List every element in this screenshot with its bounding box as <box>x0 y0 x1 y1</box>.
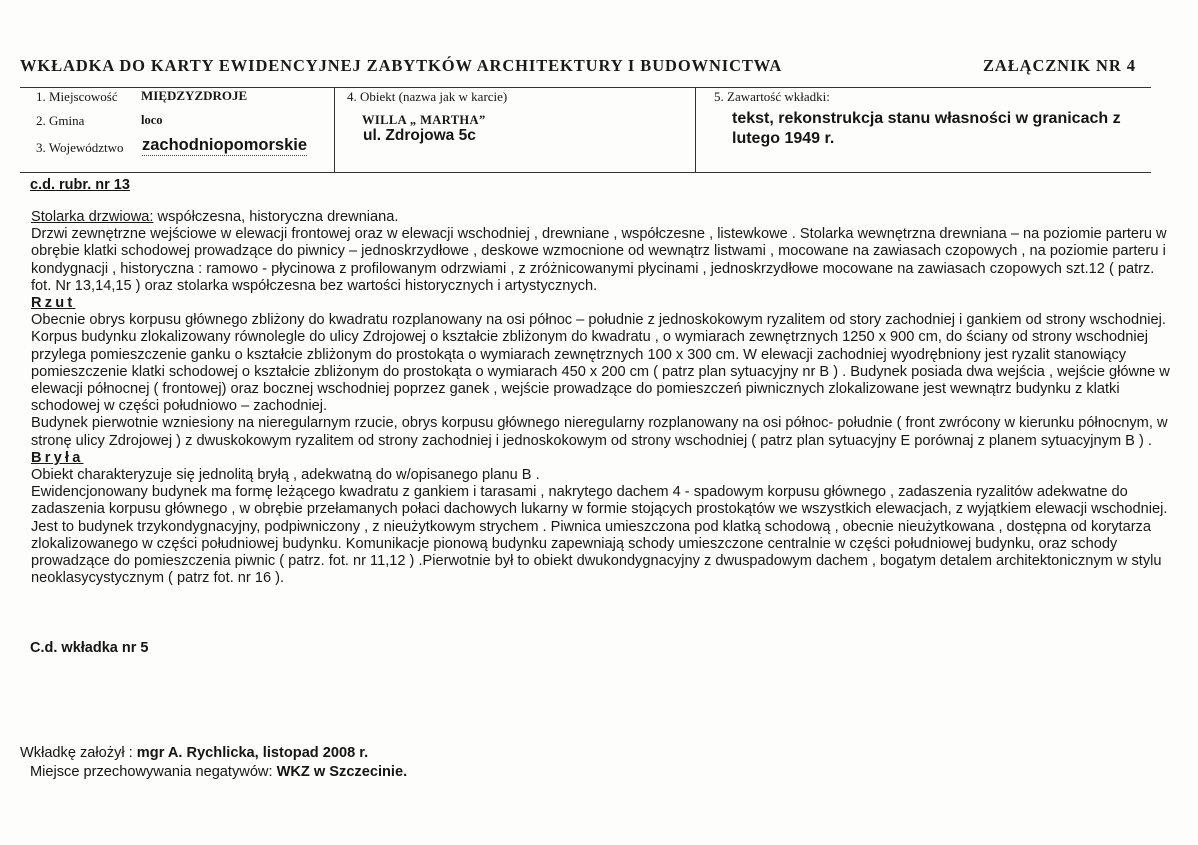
rzut-paragraph-1: Obecnie obrys korpusu głównego zbliżony do kwadratu rozplanowany na osi północ – południe z jednoskokowym ryzalitem od story zachodniej i gankiem od strony wschodniej. Korpus budynku zlokalizowany równolegle do ulicy Zdrojowej o kształcie zbliżonym do kwadratu , o wymiarach zewnętrznych 1250 x 900 cm, do ściany od strony wschodniej przylega pomieszczenie ganku o kształcie zbliżonym do prostokąta o wymiarach zewnętrznych 100 x 300 cm. W elewacji zachodniej wyodrębniony jest ryzalit stanowiący pomieszczenie klatki schodowej o kształcie zbliżonym do prostokąta o wymiarach 450 x 200 cm ( patrz plan sytuacyjny nr B ) . Budynek posiada dwa wejścia , wejście główne w elewacji północnej ( frontowej) oraz bocznej wschodniej poprzez ganek , wejście prowadzące do pomieszczeń piwnicznych zlokalizowane jest wewnątrz budynku z klatki schodowej w części południowo – zachodniej. <box>31 312 1170 415</box>
zawartosc-label: 5. Zawartość wkładki: <box>714 89 830 104</box>
rzut-paragraph-2: Budynek pierwotnie wzniesiony na nieregularnym rzucie, obrys korpusu głównego nieregularny rozplanowany na osi północ- południe ( front zwrócony w kierunku północnym, w stronę ulicy Zdrojowej ) z dwuskokowym ryzalitem od strony zachodniej i jednoskokowym od strony wschodniej ( patrz plan sytuacyjny E porównaj z planem sytuacyjnym B ) . <box>31 415 1168 449</box>
table-divider-2 <box>695 87 696 172</box>
bryla-paragraph-2: Ewidencjonowany budynek ma formę leżącego kwadratu z gankiem i tarasami , nakrytego dachem 4 - spadowym korpusu głównego , zadaszenia ryzalitów adekwatne do zadaszenia korpusu głównego , w obrębie przełamanych połaci dachowych lukarny w formie stojących prostokątów we wszystkich elewacjach, z wyjątkiem elewacji wschodniej. Jest to budynek trzykondygnacyjny, podpiwniczony , z nieużytkowym strychem . Piwnica umieszczona pod klatką schodową , obecnie nieużytkowana , dostępna od korytarza zlokalizowanego w części południowej budynku. Komunikacje pionową budynku zapewniają schody umieszczone centralnie w części południowej budynku, oraz schody prowadzące do pomieszczenia piwnic ( patrz. fot. nr 11,12 ) .Pierwotnie był to obiekt dwukondygnacyjny z dwuspadowym dachem , bogatym detalem architektonicznym w stylu neoklasycystycznym ( patrz fot. nr 16 ). <box>31 484 1168 587</box>
gmina-value: loco <box>141 113 163 127</box>
obiekt-label: 4. Obiekt (nazwa jak w karcie) <box>347 89 508 104</box>
author-value: mgr A. Rychlicka, listopad 2008 r. <box>136 745 369 761</box>
stolarka-intro: współczesna, historyczna drewniana. <box>153 209 399 225</box>
miejscowosc-label: 1. Miejscowość <box>36 89 118 104</box>
footer <box>20 744 407 782</box>
author-label: Wkładkę założył : <box>20 745 137 761</box>
bryla-paragraph-1: Obiekt charakteryzuje się jednolitą bryłą , adekwatną do w/opisanego planu B . <box>31 467 540 484</box>
storage-line <box>20 763 407 782</box>
table-bottom-border <box>20 172 1151 173</box>
bryla-heading: Bryła <box>31 449 84 466</box>
stolarka-heading: Stolarka drzwiowa: <box>31 209 154 225</box>
continuation-label: c.d. rubr. nr 13 <box>30 177 130 193</box>
table-divider-1 <box>334 87 335 172</box>
stolarka-intro-line <box>31 209 1171 226</box>
stolarka-paragraph: Drzwi zewnętrzne wejściowe w elewacji frontowej oraz w elewacji wschodniej , drewniane , współczesne , listewkowe . Stolarka wewnętrzna drewniana – na poziomie parteru w obrębie klatki schodowej prowadzące do piwnicy – jednoskrzydłowe , deskowe wzmocnione od wewnątrz listwami , mocowane na zawiasach czopowych , na poziomie parteru i kondygnacji , historyczna : ramowo - płycinowa z profilowanym odrzwiami , z zróżnicowanymi płycinami , jednoskrzydłowe mocowane na zawiasach czopowych szt.12 ( patrz. fot. Nr 13,14,15 ) oraz stolarka współczesna bez wartości historycznych i artystycznych. <box>31 226 1167 294</box>
author-line <box>20 744 407 763</box>
continuation-next: C.d. wkładka nr 5 <box>30 640 149 656</box>
miejscowosc-value: MIĘDZYZDROJE <box>141 88 248 103</box>
obiekt-name: WILLA „ MARTHA” <box>362 113 486 127</box>
document-body <box>31 209 1171 587</box>
gmina-label: 2. Gmina <box>36 113 85 128</box>
document-title: WKŁADKA DO KARTY EWIDENCYJNEJ ZABYTKÓW ARCHITEKTURY I BUDOWNICTWA <box>20 56 783 75</box>
obiekt-address: ul. Zdrojowa 5c <box>363 127 476 144</box>
wojewodztwo-value: zachodniopomorskie <box>142 136 308 154</box>
storage-label: Miejsce przechowywania negatywów: <box>30 764 277 780</box>
rzut-heading: Rzut <box>31 295 76 312</box>
storage-value: WKZ w Szczecinie. <box>276 764 408 780</box>
wojewodztwo-label: 3. Województwo <box>36 140 124 155</box>
annex-number: ZAŁĄCZNIK NR 4 <box>983 56 1136 75</box>
zawartosc-value: tekst, rekonstrukcja stanu własności w granicach z lutego 1949 r. <box>732 110 1121 147</box>
